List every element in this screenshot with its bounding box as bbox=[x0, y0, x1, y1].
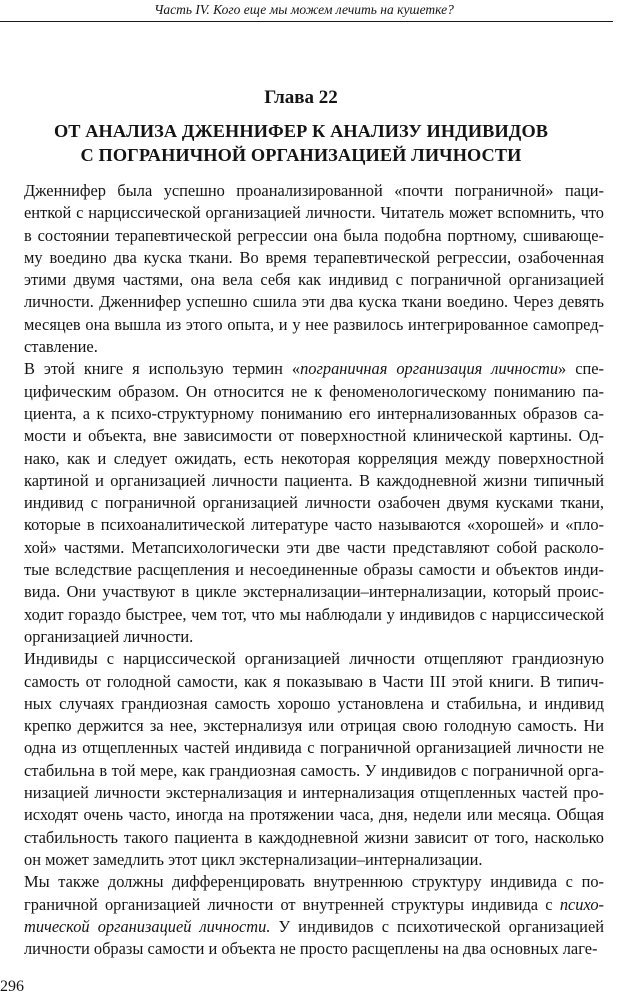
text-line bbox=[0, 314, 604, 336]
text-run: В этой книге я использую термин « bbox=[24, 359, 301, 379]
text-line bbox=[0, 537, 604, 559]
text-line bbox=[0, 581, 604, 603]
text-line bbox=[0, 760, 604, 782]
text-line bbox=[0, 938, 604, 960]
italic-text: тической организацией личности. bbox=[24, 916, 271, 936]
text-line bbox=[0, 336, 604, 358]
text-run: одна из отщепленных частей индивида с пограничной организацией личности не bbox=[24, 738, 604, 758]
text-run: которые в психоаналитической литературе часто называются «хорошей» и «пло- bbox=[24, 515, 604, 535]
text-line bbox=[0, 514, 604, 536]
text-run: Мы также должны дифференцировать внутреннюю структуру индивида с по- bbox=[24, 872, 604, 892]
text-line bbox=[0, 827, 604, 849]
text-run: му воедино два куска ткани. Во время терапевтической регрессии, озабоченная bbox=[24, 247, 604, 267]
text-run: ставление. bbox=[24, 337, 98, 357]
text-line bbox=[0, 180, 604, 202]
text-line bbox=[0, 916, 604, 938]
text-run: ходит гораздо быстрее, чем тот, что мы наблюдали у индивидов с нарциссической bbox=[24, 604, 604, 624]
text-line bbox=[0, 626, 604, 648]
text-line bbox=[0, 403, 604, 425]
text-run: хой» частями. Метапсихологически эти две части представляют собой расколо- bbox=[24, 537, 604, 557]
chapter-number: Глава 22 bbox=[264, 87, 338, 108]
text-run: картиной и организацией личности пациента. В каждодневной жизни типичный bbox=[24, 470, 604, 490]
paragraph bbox=[0, 871, 604, 960]
running-header: Часть IV. Кого еще мы можем лечить на кушетке? bbox=[154, 2, 454, 17]
text-line bbox=[0, 381, 604, 403]
text-run: цифическим образом. Он относится не к феноменологическому пониманию па- bbox=[24, 381, 604, 401]
text-line bbox=[0, 559, 604, 581]
text-line bbox=[0, 693, 604, 715]
text-run: У индивидов с психотической организацией bbox=[270, 916, 604, 936]
italic-text: психо- bbox=[559, 894, 604, 914]
text-line bbox=[0, 492, 604, 514]
text-run: мости и объекта, вне зависимости от поверхностной клинической картины. Од- bbox=[24, 426, 604, 446]
text-line bbox=[0, 269, 604, 291]
text-line bbox=[0, 671, 604, 693]
text-line bbox=[0, 425, 604, 447]
paragraph bbox=[0, 180, 604, 358]
text-run: стабильность такого пациента в каждодневной жизни зависит от того, насколько bbox=[24, 827, 604, 847]
text-run: низацией личности экстернализация и интернализация отщепленных частей про- bbox=[24, 783, 604, 803]
text-run: ных случаях грандиозная самость хорошо установлена и стабильна, и индивид bbox=[24, 693, 604, 713]
text-run: организацией личности. bbox=[24, 626, 194, 646]
text-run: исходят очень часто, иногда на протяжении часа, дня, недели или месяца. Общая bbox=[24, 805, 604, 825]
text-line bbox=[0, 737, 604, 759]
text-run: личности. Дженнифер успешно сшила эти два куска ткани воедино. Через девять bbox=[24, 292, 604, 312]
text-line bbox=[0, 849, 604, 871]
chapter-title-line: ОТ АНАЛИЗА ДЖЕННИФЕР К АНАЛИЗУ ИНДИВИДОВ bbox=[53, 121, 549, 141]
text-line bbox=[0, 225, 604, 247]
page-number: 296 bbox=[0, 978, 24, 995]
text-run: личности образы самости и объекта не просто расщеплены на два основных лаге- bbox=[24, 939, 598, 959]
text-line bbox=[0, 470, 604, 492]
text-line bbox=[0, 358, 604, 380]
text-run: в состоянии терапевтической регрессии она была подобна портному, сшивающе- bbox=[24, 225, 604, 245]
text-run: самость от голодной самости, как я показываю в Части III этой книги. В типич- bbox=[24, 671, 604, 691]
text-line bbox=[0, 782, 604, 804]
text-run: нако, как и следует ожидать, есть некоторая корреляция между поверхностной bbox=[24, 448, 604, 468]
italic-text: пограничная организация личности bbox=[300, 359, 559, 379]
body-text bbox=[0, 180, 604, 960]
text-line bbox=[0, 894, 604, 916]
text-run: граничной организацией личности от внутренней структуры индивида с bbox=[24, 894, 560, 914]
text-line bbox=[0, 804, 604, 826]
header-rule bbox=[0, 21, 613, 22]
text-run: циента, а к психо-структурному пониманию его интернализованных образов са- bbox=[24, 403, 604, 423]
text-run: вида. Они участвуют в цикле экстернализации–интернализации, который проис- bbox=[24, 582, 604, 602]
text-run: индивид с пограничной организацией личности озабочен двумя кусками ткани, bbox=[24, 493, 604, 513]
text-run: Дженнифер была успешно проанализированной «почти пограничной» паци- bbox=[24, 181, 604, 200]
chapter-title-line: С ПОГРАНИЧНОЙ ОРГАНИЗАЦИЕЙ ЛИЧНОСТИ bbox=[80, 145, 522, 165]
text-line bbox=[0, 247, 604, 269]
text-line bbox=[0, 604, 604, 626]
text-run: крепко держится за нее, экстернализуя или отрицая свою голодную самость. Ни bbox=[24, 716, 604, 736]
text-line bbox=[0, 291, 604, 313]
text-line bbox=[0, 448, 604, 470]
text-line bbox=[0, 648, 604, 670]
text-run: этими двумя частями, она вела себя как индивид с пограничной организацией bbox=[24, 270, 604, 290]
text-run: » спе- bbox=[558, 359, 605, 379]
text-line bbox=[0, 715, 604, 737]
text-run: енткой с нарциссической организацией личности. Читатель может вспомнить, что bbox=[24, 203, 604, 223]
text-run: он может замедлить этот цикл экстернализации–интернализации. bbox=[24, 849, 483, 869]
text-run: тые вследствие расщепления и несоединенные образы самости и объектов инди- bbox=[24, 560, 604, 580]
text-line bbox=[0, 202, 604, 224]
paragraph bbox=[0, 648, 604, 871]
chapter-title bbox=[0, 119, 602, 167]
text-run: Индивиды с нарциссической организацией личности отщепляют грандиозную bbox=[24, 649, 604, 669]
text-line bbox=[0, 871, 604, 893]
text-run: стабильна в той мере, как грандиозная самость. У индивидов с пограничной орга- bbox=[24, 760, 604, 780]
paragraph bbox=[0, 358, 604, 648]
text-run: месяцев она вышла из этого опыта, и у нее развилось интегрированное самопред- bbox=[24, 314, 604, 334]
